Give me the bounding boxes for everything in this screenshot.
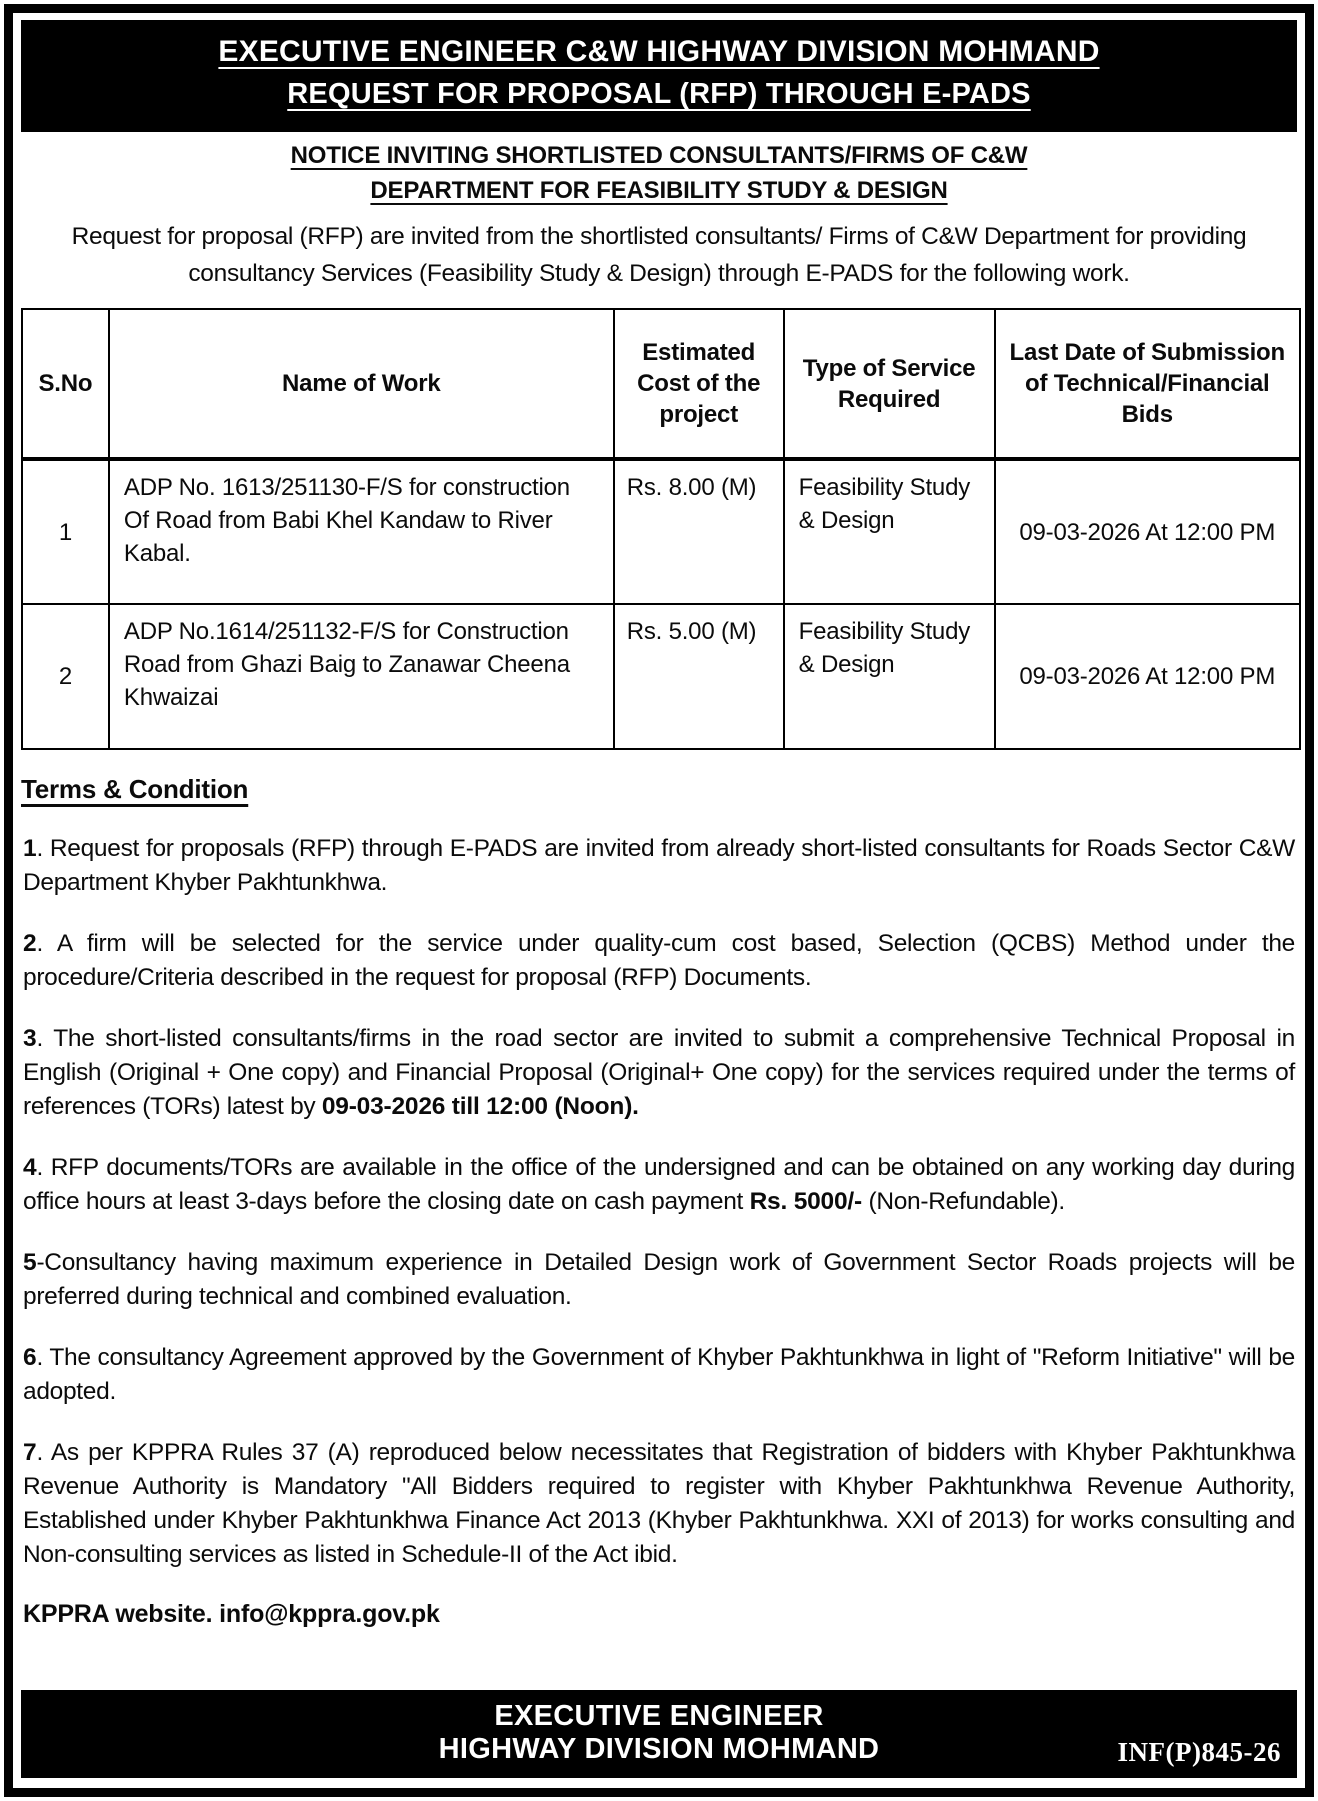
term-item-5: 5-Consultancy having maximum experience in Detailed Design work of Government Sector Roads projects will be preferred during technical and combined evaluation. — [23, 1249, 1295, 1310]
tender-table — [21, 308, 1301, 750]
footer-title-line2: HIGHWAY DIVISION MOHMAND — [438, 1733, 880, 1765]
term-item-6: 6. The consultancy Agreement approved by the Government of Khyber Pakhtunkhwa in light of "Reform Initiative" will be adopted. — [23, 1344, 1295, 1405]
column-header-estimated-cost: Estimated Cost of the project — [614, 309, 784, 459]
cell-name-of-work: ADP No.1614/251132-F/S for Construction Road from Ghazi Baig to Zanawar Cheena Khwaizai — [109, 604, 614, 749]
cell-type-of-service: Feasibility Study & Design — [784, 604, 995, 749]
term-item-1: 1. Request for proposals (RFP) through E-PADS are invited from already short-listed consultants for Roads Sector C&W Department Khyber Pakhtunkhwa. — [23, 835, 1295, 896]
kppra-contact-line: KPPRA website. info@kppra.gov.pk — [23, 1600, 440, 1628]
column-header-name-of-work: Name of Work — [109, 309, 614, 459]
term-item-3: 3. The short-listed consultants/firms in the road sector are invited to submit a comprehensive Technical Proposal in English (Original + One copy) and Financial Proposal (Original+ One copy) for the services required under the terms of references (TORs) latest by 09-03-2026 till 12:00 (Noon). — [23, 1025, 1295, 1120]
table-header-row — [22, 309, 1300, 459]
intro-paragraph: Request for proposal (RFP) are invited from the shortlisted consultants/ Firms of C&W Department for providing consultancy Services (Feasibility Study & Design) through E-PADS for the following work. — [71, 223, 1247, 287]
column-header-sno: S.No — [22, 309, 109, 459]
term-item-7: 7. As per KPPRA Rules 37 (A) reproduced below necessitates that Registration of bidders with Khyber Pakhtunkhwa Revenue Authority is Mandatory "All Bidders required to register with Khyber Pakhtunkhwa Revenue Authority, Established under Khyber Pakhtunkhwa Finance Act 2013 (Khyber Pakhtunkhwa. XXI of 2013) for works consulting and Non-consulting services as listed in Schedule-II of the Act ibid. — [23, 1439, 1295, 1568]
cell-sno: 1 — [22, 459, 109, 604]
column-header-type-of-service: Type of Service Required — [784, 309, 995, 459]
table-row — [22, 604, 1300, 749]
terms-heading: Terms & Condition — [21, 774, 249, 804]
term-item-4: 4. RFP documents/TORs are available in the office of the undersigned and can be obtained on any working day during office hours at least 3-days before the closing date on cash payment Rs. 5000/- (Non-Refundable). — [23, 1154, 1295, 1215]
header-title-line1: EXECUTIVE ENGINEER C&W HIGHWAY DIVISION MOHMAND — [218, 35, 1100, 68]
table-row — [22, 459, 1300, 604]
column-header-last-date: Last Date of Submission of Technical/Financial Bids — [995, 309, 1300, 459]
page-content — [13, 13, 1305, 1788]
header-title-line2: REQUEST FOR PROPOSAL (RFP) THROUGH E-PADS — [287, 78, 1031, 110]
notice-heading — [21, 138, 1297, 208]
page-border-frame — [4, 4, 1314, 1797]
cell-name-of-work: ADP No. 1613/251130-F/S for construction Of Road from Babi Khel Kandaw to River Kabal. — [109, 459, 614, 604]
inf-ref-number: INF(P)845-26 — [1117, 1737, 1281, 1767]
term-item-2: 2. A firm will be selected for the service under quality-cum cost based, Selection (QCBS) Method under the procedure/Criteria described in the request for proposal (RFP) Documents. — [23, 930, 1295, 991]
cell-sno: 2 — [22, 604, 109, 749]
header-band — [21, 20, 1297, 132]
cell-type-of-service: Feasibility Study & Design — [784, 459, 995, 604]
cell-estimated-cost: Rs. 5.00 (M) — [614, 604, 784, 749]
cell-last-date: 09-03-2026 At 12:00 PM — [995, 604, 1300, 749]
cell-estimated-cost: Rs. 8.00 (M) — [614, 459, 784, 604]
footer-title-line1: EXECUTIVE ENGINEER — [494, 1700, 824, 1732]
notice-heading-line2: DEPARTMENT FOR FEASIBILITY STUDY & DESIGN — [370, 177, 948, 204]
notice-heading-line1: NOTICE INVITING SHORTLISTED CONSULTANTS/FIRMS OF C&W — [290, 142, 1028, 169]
cell-last-date: 09-03-2026 At 12:00 PM — [995, 459, 1300, 604]
footer-band — [21, 1690, 1297, 1778]
